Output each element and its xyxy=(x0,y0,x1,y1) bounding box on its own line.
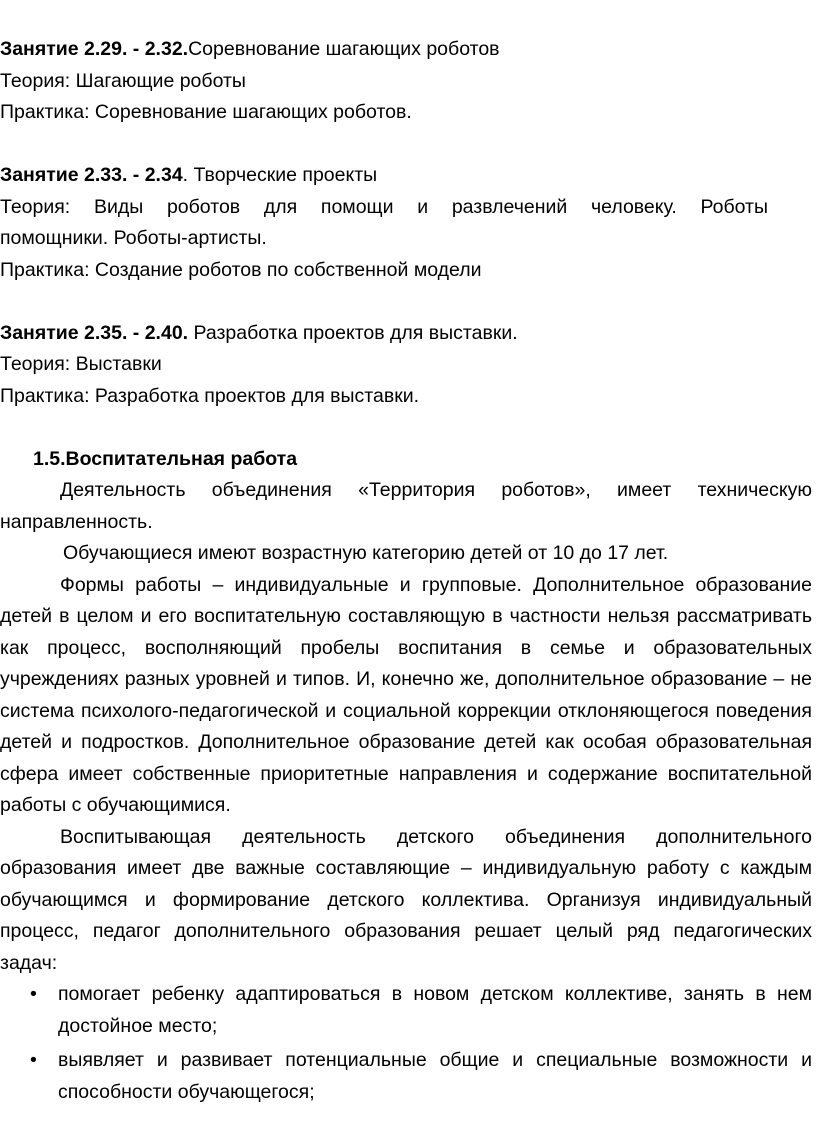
paragraph: Воспитывающая деятельность детского объединения дополнительного образования имеет две важные составляющие – индивидуальную работу с каждым обучающимся и формирование детского коллектива. Организуя индивидуальный процесс, педагог дополнительного образования решает целый ряд педагогических задач: xyxy=(0,825,812,974)
spacer xyxy=(0,129,812,161)
list-item-text: помогает ребенку адаптироваться в новом детском коллективе, занять в нем достойное место; xyxy=(58,983,812,1037)
list-item xyxy=(0,1045,812,1108)
spacer xyxy=(0,286,812,318)
list-item-text: выявляет и развивает потенциальные общие и специальные возможности и способности обучающегося; xyxy=(58,1049,812,1103)
paragraph: Обучающиеся имеют возрастную категорию детей от 10 до 17 лет. xyxy=(63,542,669,564)
lesson-practice: Практика: Соревнование шагающих роботов. xyxy=(0,101,412,123)
section-title: 1.5.Воспитательная работа xyxy=(33,447,298,470)
lesson-theory-line2: помощники. Роботы-артисты. xyxy=(0,227,267,249)
lesson-title: Разработка проектов для выставки. xyxy=(188,321,518,344)
lesson-theory: Теория: Шагающие роботы xyxy=(0,69,246,92)
lesson-number: Занятие 2.35. - 2.40. xyxy=(0,321,189,344)
paragraph: Деятельность объединения «Территория роботов», имеет техническую направленность. xyxy=(0,479,812,533)
lesson-title: Соревнование шагающих роботов xyxy=(188,38,500,60)
lesson-heading xyxy=(0,318,812,350)
lesson-practice: Практика: Создание роботов по собственной модели xyxy=(0,258,482,281)
list-item xyxy=(0,979,812,1042)
document-page xyxy=(0,34,812,1111)
lesson-heading xyxy=(0,34,812,66)
lesson-heading xyxy=(0,160,812,192)
bullet-icon: • xyxy=(30,983,37,1005)
lesson-theory: Теория: Выставки xyxy=(0,353,162,375)
task-list xyxy=(0,979,812,1108)
lesson-title: . Творческие проекты xyxy=(182,164,378,186)
spacer xyxy=(0,412,812,444)
lesson-number: Занятие 2.29. - 2.32. xyxy=(0,38,189,60)
lesson-practice: Практика: Разработка проектов для выставки. xyxy=(0,384,420,407)
paragraph: Формы работы – индивидуальные и групповые. Дополнительное образование детей в целом и его воспитательную составляющую в частности нельзя рассматривать как процесс, восполняющий пробелы воспитания в семье и образовательных учреждениях разных уровней и типов. И, конечно же, дополнительное образование – не система психолого-педагогической и социальной коррекции отклоняющегося поведения детей и подростков. Дополнительное образование детей как особая образовательная сфера имеет собственные приоритетные направления и содержание воспитательной работы с обучающимися. xyxy=(0,573,812,816)
bullet-icon: • xyxy=(30,1049,37,1071)
lesson-theory-line1: Теория: Виды роботов для помощи и развлечений человеку. Роботы xyxy=(0,195,768,218)
lesson-number: Занятие 2.33. - 2.34 xyxy=(0,164,183,186)
